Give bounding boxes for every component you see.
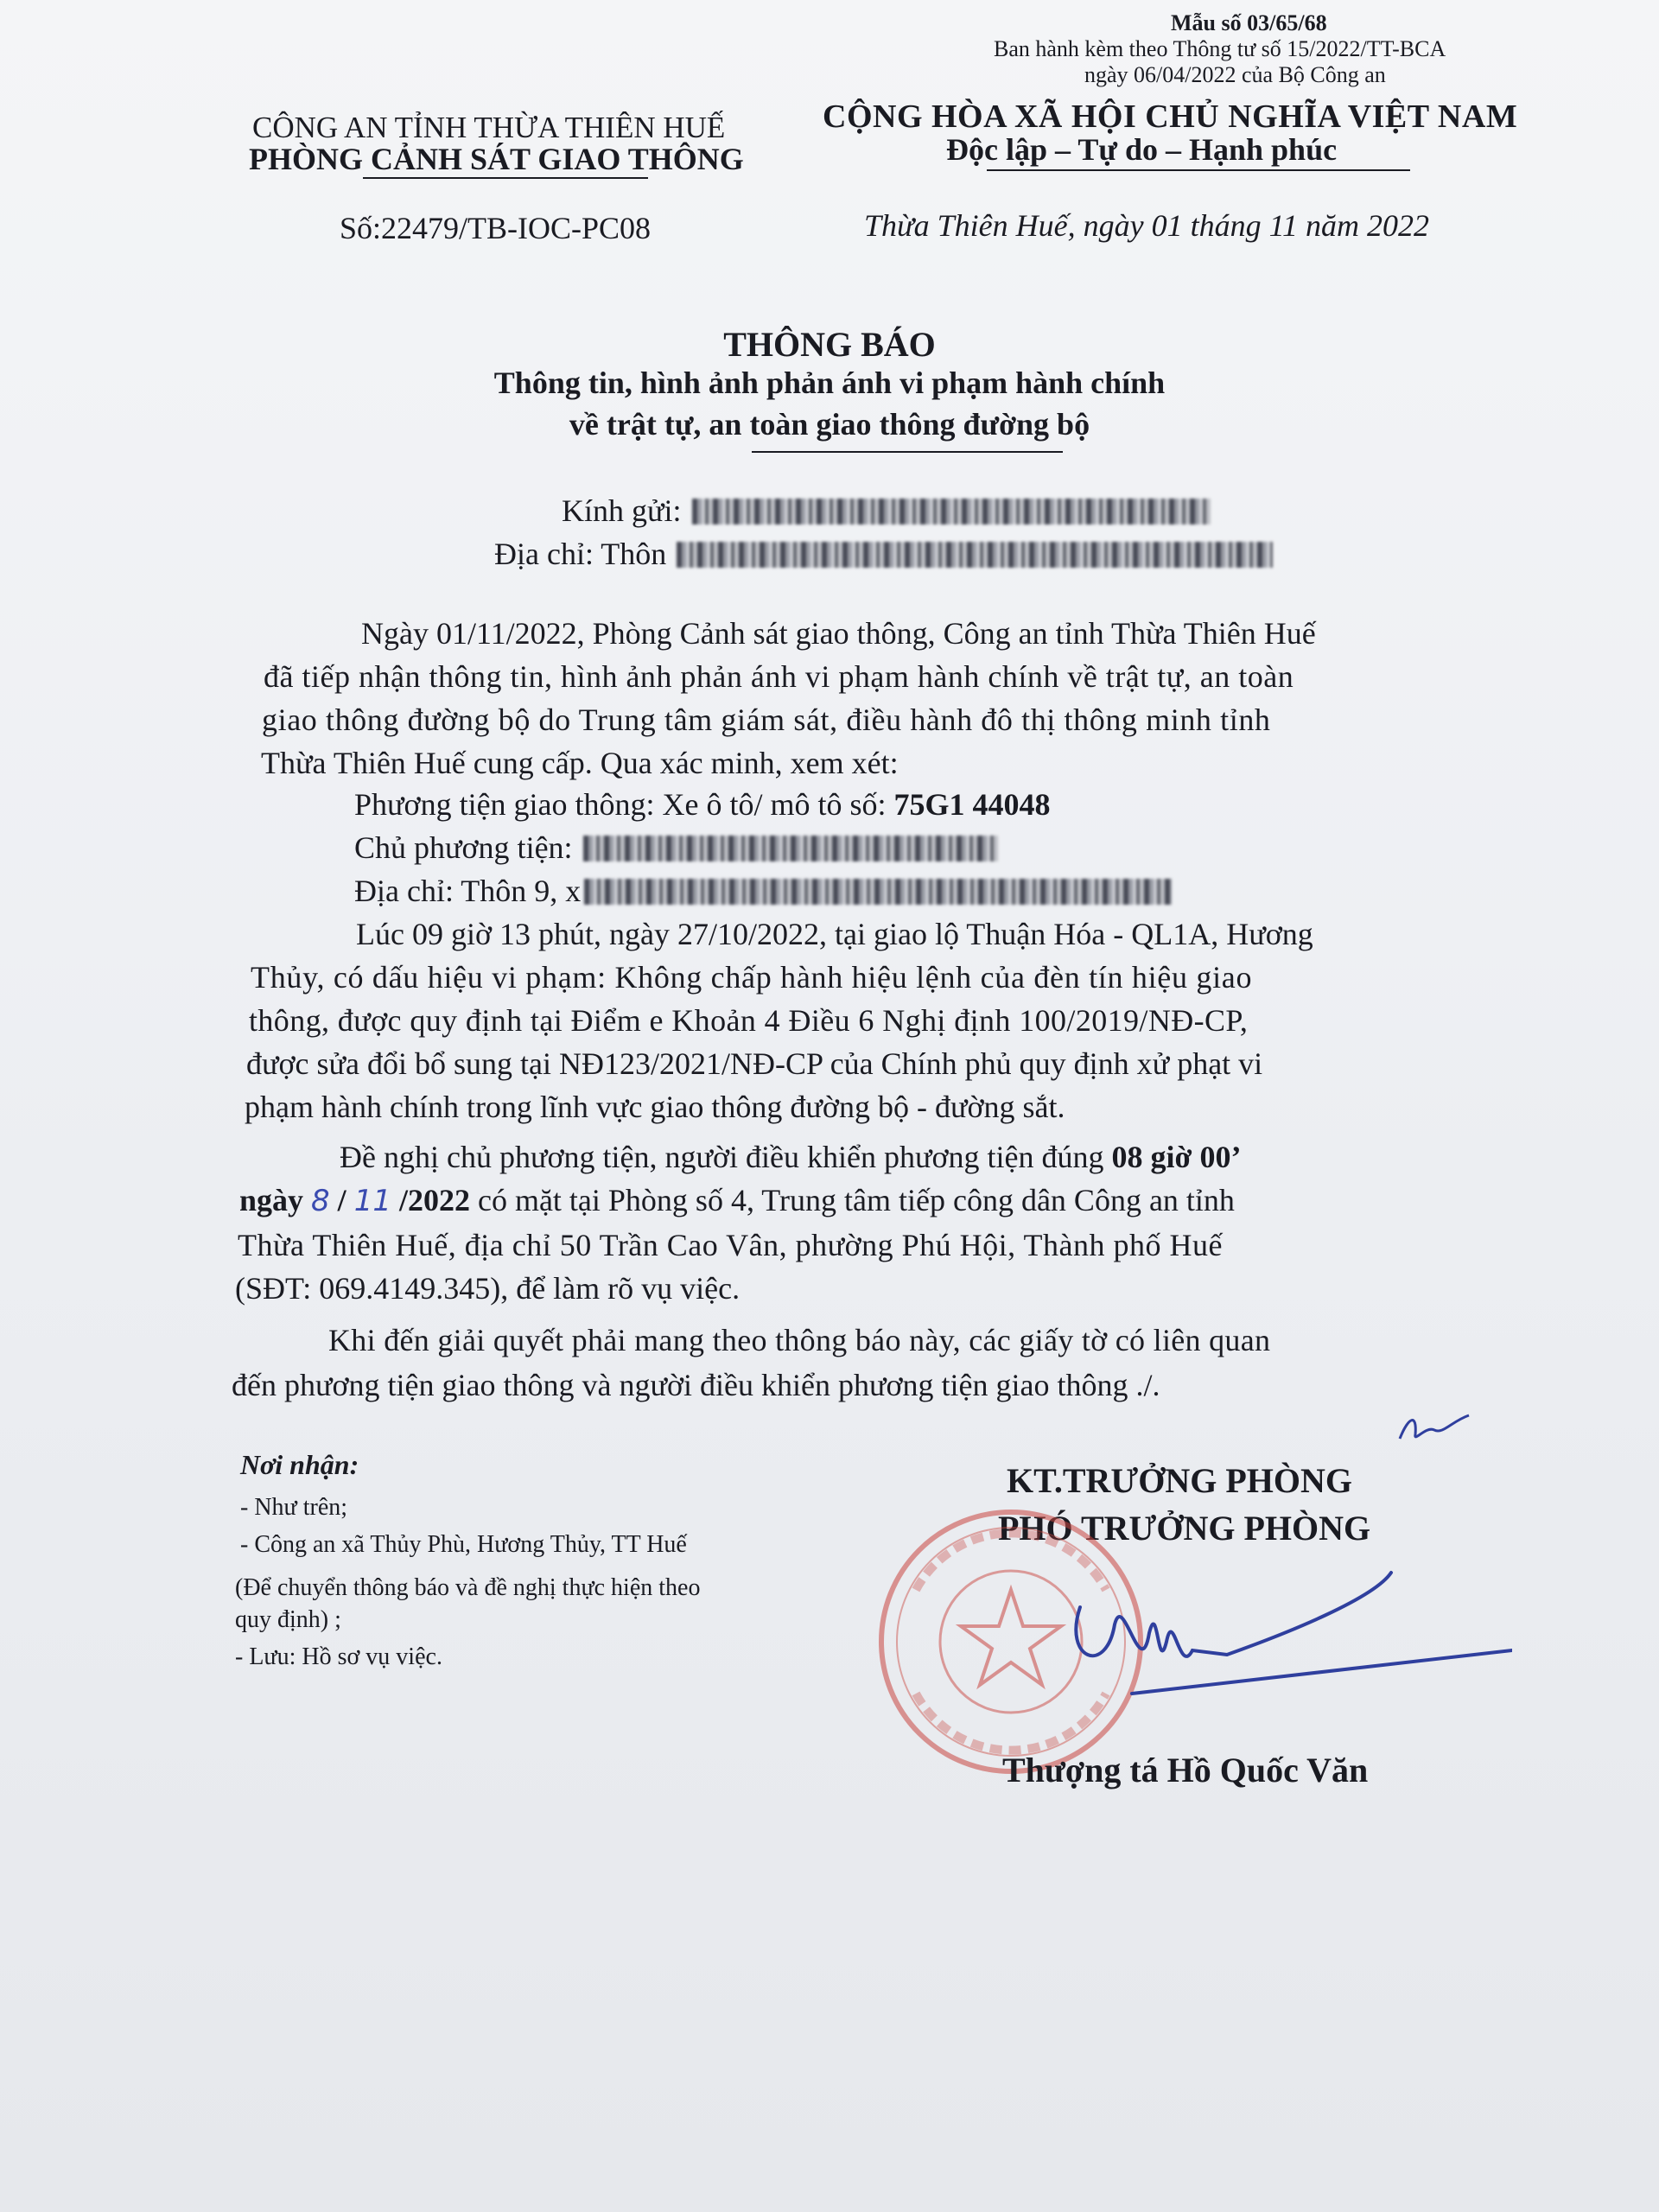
body-p1-line4: Thừa Thiên Huế cung cấp. Qua xác minh, xem xét: (261, 746, 899, 780)
body-p3-line2-rest: có mặt tại Phòng số 4, Trung tâm tiếp công dân Công an tỉnh (477, 1183, 1235, 1217)
body-p1-line3: giao thông đường bộ do Trung tâm giám sát, điều hành đô thị thông minh tỉnh (262, 702, 1271, 737)
body-p2-line4: được sửa đổi bổ sung tại NĐ123/2021/NĐ-CP của Chính phủ quy định xử phạt vi (246, 1046, 1263, 1081)
handwritten-signature (1028, 1555, 1512, 1711)
receiver-item-2: - Công an xã Thủy Phù, Hương Thủy, TT Huế (240, 1531, 687, 1558)
body-p2-line3: thông, được quy định tại Điểm e Khoản 4 Điều 6 Nghị định 100/2019/NĐ-CP, (249, 1003, 1249, 1038)
body-p2-line1: Lúc 09 giờ 13 phút, ngày 27/10/2022, tại giao lộ Thuận Hóa - QL1A, Hương (356, 917, 1313, 951)
redacted-owner-address (584, 879, 1172, 905)
receivers-heading: Nơi nhận: (240, 1449, 359, 1480)
recipient-address-label: Địa chỉ: Thôn (494, 537, 667, 571)
signatory-title-2: PHÓ TRƯỞNG PHÒNG (998, 1509, 1371, 1548)
redacted-recipient-address (677, 542, 1273, 568)
appointment-time: 08 giờ 00’ (1111, 1140, 1242, 1174)
recipient-address-line (494, 536, 1273, 572)
vehicle-line (354, 786, 1051, 823)
receiver-item-1: - Như trên; (240, 1494, 348, 1521)
body-p1-line2: đã tiếp nhận thông tin, hình ảnh phản ánh vi phạm hành chính về trật tự, an toàn (264, 659, 1294, 694)
receiver-item-2-note2: quy định) ; (235, 1606, 341, 1633)
vehicle-label: Phương tiện giao thông: Xe ô tô/ mô tô số: (354, 787, 887, 822)
owner-label: Chủ phương tiện: (354, 830, 573, 865)
recipient-line (562, 493, 1211, 529)
body-p3-text: Đề nghị chủ phương tiện, người điều khiển phương tiện đúng (340, 1140, 1104, 1174)
body-p3-line2: ngày 8 / 11 /2022 có mặt tại Phòng số 4, Trung tâm tiếp công dân Công an tỉnh (239, 1183, 1235, 1218)
subtitle-underline (752, 451, 1063, 453)
document-title: THÔNG BÁO (723, 325, 936, 364)
handwritten-day: 8 (311, 1184, 330, 1218)
body-p1-line1: Ngày 01/11/2022, Phòng Cảnh sát giao thông, Công an tỉnh Thừa Thiên Huế (361, 616, 1316, 651)
org-underline (363, 177, 648, 179)
initials-mark (1382, 1400, 1478, 1452)
document-subtitle-1: Thông tin, hình ảnh phản ánh vi phạm hành chính (493, 365, 1166, 400)
vehicle-plate: 75G1 44048 (893, 787, 1051, 822)
form-issued-date: ngày 06/04/2022 của Bộ Công an (1084, 62, 1386, 87)
national-motto: Độc lập – Tự do – Hạnh phúc (946, 132, 1338, 167)
appointment-year: /2022 (398, 1183, 470, 1217)
body-p3-line1 (340, 1139, 1241, 1175)
national-title: CỘNG HÒA XÃ HỘI CHỦ NGHĨA VIỆT NAM (823, 99, 1518, 135)
signer-name: Thượng tá Hồ Quốc Văn (1002, 1751, 1369, 1789)
redacted-recipient-name (692, 499, 1211, 524)
recipient-label: Kính gửi: (562, 493, 682, 528)
owner-address-label: Địa chỉ: Thôn 9, x (354, 874, 582, 908)
body-p4-line2: đến phương tiện giao thông và người điều khiển phương tiện giao thông ./. (232, 1368, 1160, 1402)
body-p2-line5: phạm hành chính trong lĩnh vực giao thông đường bộ - đường sắt. (245, 1090, 1065, 1124)
receiver-item-3: - Lưu: Hồ sơ vụ việc. (235, 1643, 442, 1670)
body-p3-line4: (SĐT: 069.4149.345), để làm rõ vụ việc. (235, 1271, 741, 1306)
form-number: Mẫu số 03/65/68 (1171, 10, 1327, 35)
owner-address-line (354, 873, 1172, 909)
org-name: PHÒNG CẢNH SÁT GIAO THÔNG (249, 142, 744, 176)
org-parent: CÔNG AN TỈNH THỪA THIÊN HUẾ (252, 111, 726, 144)
form-issued-line: Ban hành kèm theo Thông tư số 15/2022/TT-BCA (994, 36, 1446, 61)
receiver-item-2-note1: (Để chuyển thông báo và đề nghị thực hiện theo (235, 1574, 701, 1601)
document-number: Số:22479/TB-IOC-PC08 (340, 211, 652, 245)
place-date: Thừa Thiên Huế, ngày 01 tháng 11 năm 2022 (864, 208, 1429, 243)
handwritten-month: 11 (353, 1184, 391, 1218)
motto-underline (987, 169, 1410, 171)
document-subtitle-2: về trật tự, an toàn giao thông đường bộ (569, 407, 1090, 442)
appointment-day-label: ngày (239, 1183, 304, 1217)
body-p2-line2: Thủy, có dấu hiệu vi phạm: Không chấp hành hiệu lệnh của đèn tín hiệu giao (251, 960, 1253, 995)
body-p3-line3: Thừa Thiên Huế, địa chỉ 50 Trần Cao Vân, phường Phú Hội, Thành phố Huế (238, 1228, 1223, 1262)
body-p4-line1: Khi đến giải quyết phải mang theo thông báo này, các giấy tờ có liên quan (328, 1323, 1271, 1357)
owner-line (354, 830, 998, 866)
redacted-owner-name (583, 836, 998, 861)
signatory-title-1: KT.TRƯỞNG PHÒNG (1007, 1461, 1352, 1500)
